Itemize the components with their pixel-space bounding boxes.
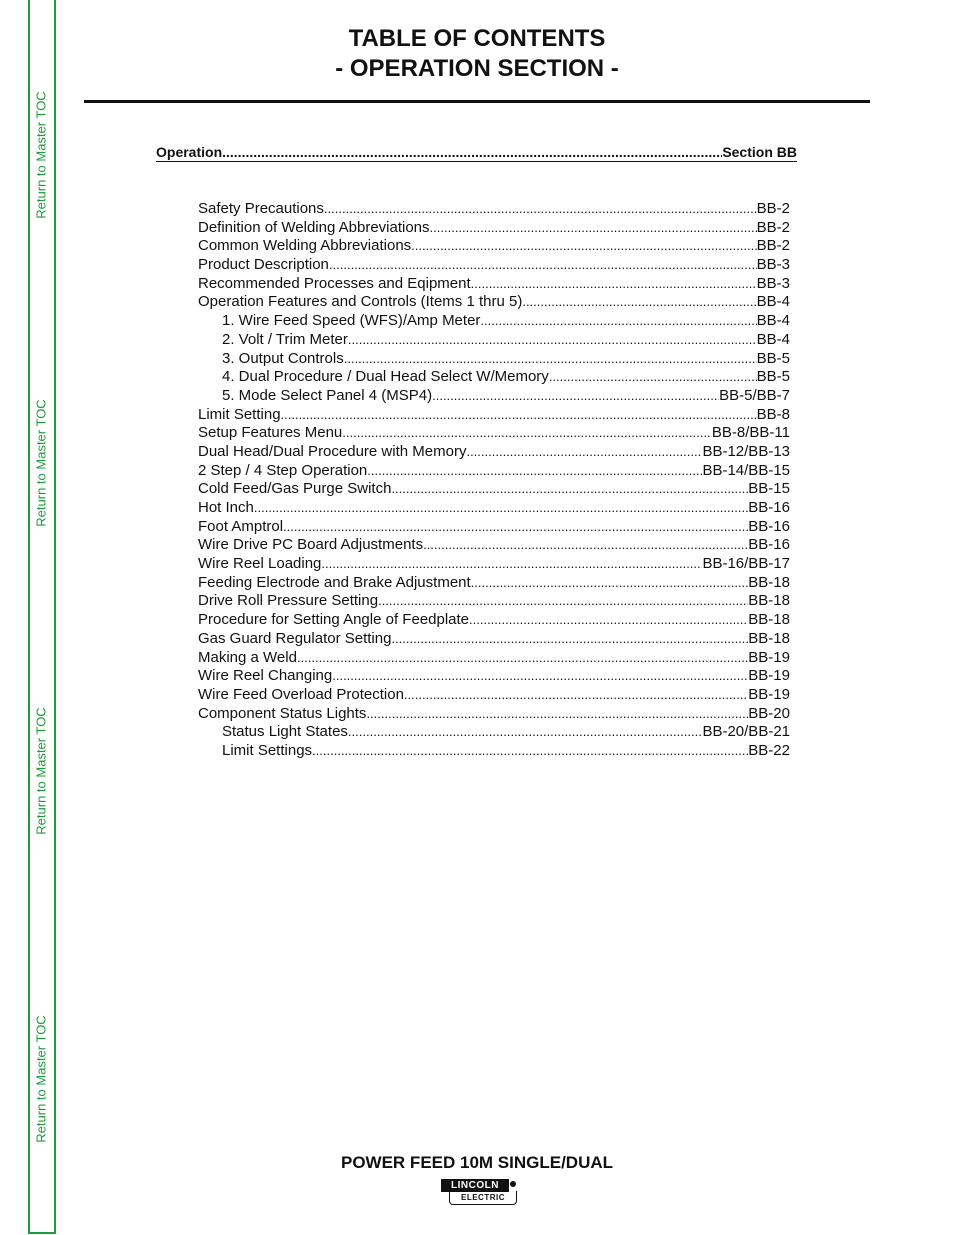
title-divider <box>84 100 870 103</box>
toc-entry-page: BB-12/BB-13 <box>702 442 790 460</box>
toc-entry-page: BB-19 <box>748 685 790 703</box>
toc-entry[interactable] <box>198 219 790 238</box>
dot-leader <box>378 592 748 611</box>
toc-entry-page: BB-18 <box>748 611 790 629</box>
dot-leader <box>297 649 748 668</box>
toc-entry-label: 2 Step / 4 Step Operation <box>198 461 368 479</box>
toc-entry-page: BB-18 <box>748 629 790 647</box>
toc-entry-label: Drive Roll Pressure Setting <box>198 592 379 610</box>
toc-entry-page: BB-19 <box>748 667 790 685</box>
toc-entry[interactable] <box>198 387 790 406</box>
toc-entry-page: BB-8 <box>756 405 790 423</box>
dot-leader <box>522 293 756 312</box>
dot-leader <box>466 443 702 462</box>
toc-entry-page: BB-20 <box>748 704 790 722</box>
section-label: Operation <box>156 144 223 160</box>
toc-entry[interactable] <box>198 350 790 369</box>
dot-leader <box>324 200 757 219</box>
toc-entry-page: BB-15 <box>748 480 790 498</box>
toc-entry-page: BB-2 <box>756 200 790 217</box>
toc-entry[interactable] <box>198 312 790 331</box>
dot-leader <box>469 611 748 630</box>
page-title <box>84 24 870 84</box>
dot-leader <box>366 705 748 724</box>
toc-entry[interactable] <box>198 293 790 312</box>
title-line-1: TABLE OF CONTENTS <box>348 25 606 52</box>
toc-entry[interactable] <box>198 742 790 761</box>
toc-entry-label: Wire Reel Changing <box>198 667 333 685</box>
toc-entry-label: Wire Reel Loading <box>198 555 322 573</box>
toc-entry-page: BB-16 <box>748 499 790 516</box>
toc-entry-label: Limit Settings <box>222 741 313 759</box>
registered-mark-icon <box>510 1181 516 1187</box>
toc-entry[interactable] <box>198 480 790 499</box>
toc-entry[interactable] <box>198 630 790 649</box>
return-link-label[interactable]: Return to Master TOC <box>33 1015 49 1143</box>
toc-entry-label: Procedure for Setting Angle of Feedplate <box>198 611 470 629</box>
dot-leader <box>332 667 748 686</box>
toc-entry-label: Making a Weld <box>198 648 297 666</box>
toc-entry-label: Status Light States <box>222 723 348 741</box>
dot-leader <box>348 331 757 350</box>
dot-leader <box>549 368 757 387</box>
section-heading-row[interactable] <box>156 144 797 162</box>
toc-entry[interactable] <box>198 424 790 443</box>
toc-entry-label: Definition of Welding Abbreviations <box>198 218 430 236</box>
toc-entry-page: BB-16 <box>748 517 790 535</box>
toc-entry[interactable] <box>198 200 790 219</box>
toc-entry-label: 3. Output Controls <box>222 349 344 367</box>
toc-entry[interactable] <box>198 275 790 294</box>
logo-top-text: LINCOLN <box>441 1179 509 1192</box>
toc-entry-page: BB-4 <box>756 312 790 330</box>
toc-entry[interactable] <box>198 705 790 724</box>
toc-entry[interactable] <box>198 237 790 256</box>
dot-leader <box>471 275 757 294</box>
toc-entry[interactable] <box>198 723 790 742</box>
dot-leader <box>281 406 757 425</box>
toc-entry-page: BB-3 <box>756 274 790 292</box>
toc-entry-label: Setup Features Menu <box>198 424 343 442</box>
toc-entry-page: BB-19 <box>748 648 790 666</box>
dot-leader <box>411 237 756 256</box>
toc-entry[interactable] <box>198 443 790 462</box>
toc-entry-page: BB-22 <box>748 741 790 759</box>
dot-leader <box>283 518 748 537</box>
toc-entry[interactable] <box>198 574 790 593</box>
product-name: POWER FEED 10M SINGLE/DUAL <box>340 1153 614 1172</box>
toc-entry-page: BB-18 <box>748 573 790 591</box>
toc-entry-label: Product Description <box>198 256 329 274</box>
toc-entry-label: 5. Mode Select Panel 4 (MSP4) <box>222 386 433 404</box>
dot-leader <box>471 574 749 593</box>
title-line-2: - OPERATION SECTION - <box>335 55 619 82</box>
dot-leader <box>480 312 756 331</box>
toc-entry-page: BB-20/BB-21 <box>702 723 790 741</box>
toc-entry-page: BB-2 <box>756 218 790 236</box>
toc-entry-label: Gas Guard Regulator Setting <box>198 629 392 647</box>
toc-entry-page: BB-4 <box>756 330 790 348</box>
dot-leader <box>329 256 757 275</box>
lincoln-electric-logo <box>441 1179 519 1207</box>
dot-leader <box>432 387 719 406</box>
toc-entry[interactable] <box>198 592 790 611</box>
toc-entry-label: Limit Setting <box>198 405 281 423</box>
dot-leader <box>391 630 748 649</box>
toc-entry-label: Cold Feed/Gas Purge Switch <box>198 480 392 498</box>
toc-entry-label: 1. Wire Feed Speed (WFS)/Amp Meter <box>222 312 481 330</box>
toc-entry[interactable] <box>198 256 790 275</box>
toc-list <box>198 200 790 761</box>
toc-entry[interactable] <box>198 686 790 705</box>
toc-entry-label: Feeding Electrode and Brake Adjustment <box>198 573 471 591</box>
toc-entry[interactable] <box>198 462 790 481</box>
dot-leader <box>391 480 748 499</box>
toc-entry[interactable] <box>198 499 790 518</box>
toc-entry-label: Component Status Lights <box>198 704 367 722</box>
section-page: Section BB <box>722 144 797 160</box>
dot-leader <box>423 536 748 555</box>
toc-entry-label: Common Welding Abbreviations <box>198 237 412 255</box>
dot-leader <box>348 723 703 742</box>
toc-entry-label: Recommended Processes and Eqipment <box>198 274 471 292</box>
toc-entry-label: Safety Precautions <box>198 200 324 217</box>
toc-entry-page: BB-5/BB-7 <box>719 386 790 404</box>
toc-entry-page: BB-5 <box>756 349 790 367</box>
dot-leader <box>254 499 748 518</box>
dot-leader <box>342 424 712 443</box>
toc-entry-label: Hot Inch <box>198 499 254 516</box>
toc-entry-page: BB-16/BB-17 <box>702 555 790 573</box>
toc-entry-label: 2. Volt / Trim Meter <box>222 330 348 348</box>
toc-entry-label: Foot Amptrol <box>198 517 284 535</box>
toc-entry-page: BB-5 <box>756 368 790 386</box>
toc-entry-page: BB-16 <box>748 536 790 554</box>
toc-entry-page: BB-2 <box>756 237 790 255</box>
toc-entry-page: BB-8/BB-11 <box>711 424 790 442</box>
toc-entry-label: Wire Drive PC Board Adjustments <box>198 536 424 554</box>
dot-leader <box>367 462 702 481</box>
dot-leader <box>312 742 748 761</box>
toc-entry-label: Operation Features and Controls (Items 1 thru 5) <box>198 293 523 311</box>
return-link-label[interactable]: Return to Master TOC <box>33 707 49 835</box>
toc-entry-page: BB-14/BB-15 <box>702 461 790 479</box>
dot-leader <box>404 686 748 705</box>
toc-entry[interactable] <box>198 406 790 425</box>
toc-entry[interactable] <box>198 649 790 668</box>
dot-leader <box>344 350 757 369</box>
toc-entry[interactable] <box>198 611 790 630</box>
toc-entry-page: BB-18 <box>748 592 790 610</box>
toc-entry[interactable] <box>198 667 790 686</box>
toc-entry-page: BB-4 <box>756 293 790 311</box>
toc-entry[interactable] <box>198 368 790 387</box>
toc-entry-label: Dual Head/Dual Procedure with Memory <box>198 442 467 460</box>
return-link-label[interactable]: Return to Master TOC <box>33 399 49 527</box>
toc-entry[interactable] <box>198 331 790 350</box>
logo-bottom-text: ELECTRIC <box>449 1191 517 1205</box>
toc-entry[interactable] <box>198 555 790 574</box>
dot-leader <box>321 555 702 574</box>
return-link-label[interactable]: Return to Master TOC <box>33 91 49 219</box>
dot-leader <box>430 219 757 238</box>
toc-entry-page: BB-3 <box>756 256 790 274</box>
dot-leader <box>222 144 722 161</box>
toc-entry-label: Wire Feed Overload Protection <box>198 685 404 703</box>
toc-entry[interactable] <box>198 536 790 555</box>
toc-entry-label: 4. Dual Procedure / Dual Head Select W/Memory <box>222 368 549 386</box>
toc-entry[interactable] <box>198 518 790 537</box>
